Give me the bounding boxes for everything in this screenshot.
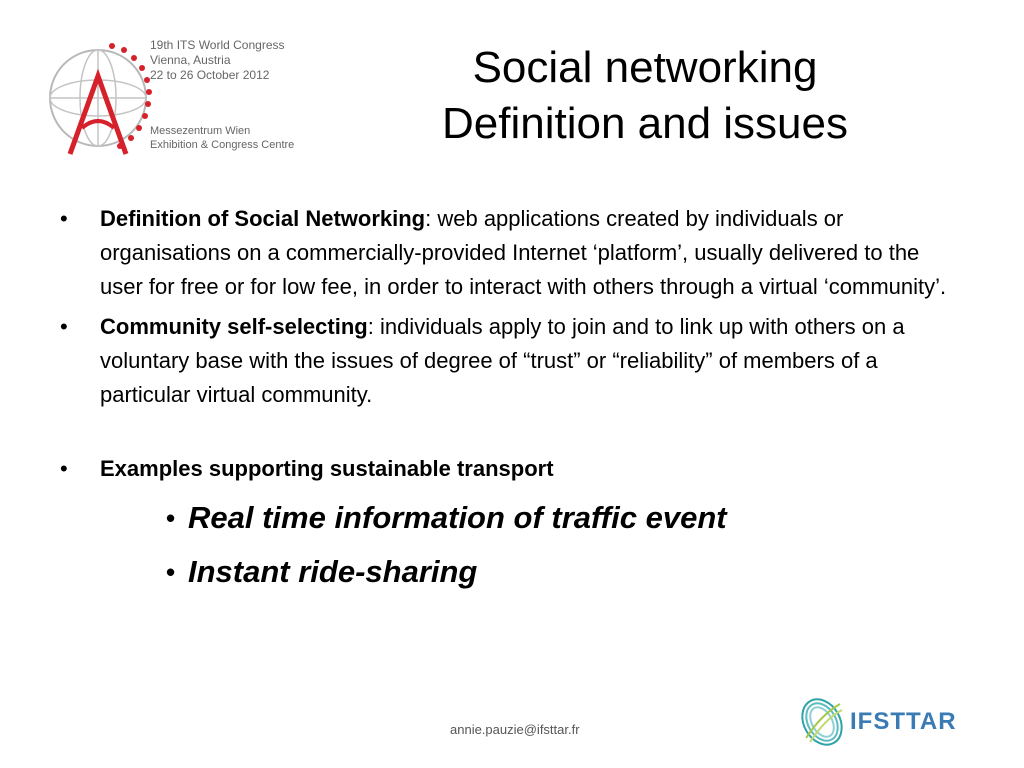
bullet-dot: • <box>60 206 68 231</box>
conference-venue <box>150 124 294 152</box>
sub-bullet-dot: • <box>166 503 176 533</box>
sub-bullet-text: Instant ride-sharing <box>188 554 478 589</box>
sub-bullet-ride-sharing <box>166 550 960 594</box>
bullet-dot: • <box>60 456 68 481</box>
sub-bullet-text: Real time information of traffic event <box>188 500 727 535</box>
conference-info <box>150 38 285 83</box>
venue-line-1: Messezentrum Wien <box>150 125 251 137</box>
bullet-heading: Definition of Social Networking <box>100 206 426 231</box>
title-line-1: Social networking <box>472 43 818 92</box>
slide-body <box>60 202 960 594</box>
conference-name: 19th ITS World Congress <box>150 38 285 52</box>
bullet-text: : web applications created by individuals or organisations on a commercially-provided Internet ‘platform’, usually delivered to the user for free or for low fee, in order to interact with others through a virtual ‘community’. <box>100 206 947 299</box>
bullet-community <box>60 310 960 412</box>
bullet-heading: Community self-selecting <box>100 314 368 339</box>
bullet-examples <box>60 452 960 486</box>
sub-bullet-real-time <box>166 496 960 540</box>
bullet-text: : individuals apply to join and to link up with others on a voluntary base with the issues of degree of “trust” or “reliability” of members of a particular virtual community. <box>100 314 905 407</box>
ifsttar-logo-text: IFSTTAR <box>850 708 957 735</box>
sub-bullet-dot: • <box>166 557 176 587</box>
conference-city: Vienna, Austria <box>150 53 231 67</box>
venue-line-2: Exhibition & Congress Centre <box>150 139 295 151</box>
bullet-heading: Examples supporting sustainable transport <box>100 456 554 481</box>
title-line-2: Definition and issues <box>441 99 848 148</box>
footer-email: annie.pauzie@ifsttar.fr <box>450 722 580 737</box>
conference-dates: 22 to 26 October 2012 <box>150 68 270 82</box>
slide-title <box>330 40 960 152</box>
bullet-dot: • <box>60 314 68 339</box>
bullet-definition <box>60 202 960 304</box>
